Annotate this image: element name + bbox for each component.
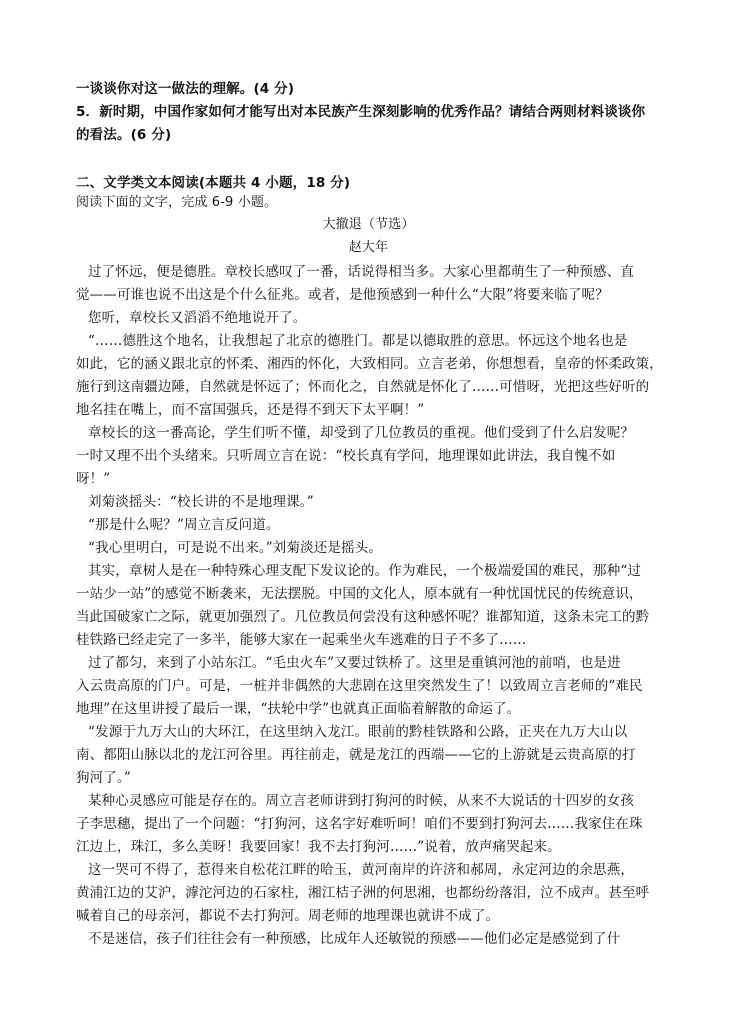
passage-line: 您听，章校长又滔滔不绝地说开了。 (88, 310, 307, 326)
passage-line: 如此，它的涵义跟北京的怀柔、湘西的怀化，大致相同。立言老弟，你想想看，皇帝的怀柔政策， (76, 356, 663, 372)
passage-line: “发源于九万大山的大环江，在这里纳入龙江。眼前的黔桂铁路和公路，正夹在九万大山以 (88, 724, 628, 740)
passage-line: 地理”在这里讲授了最后一课，“扶轮中学”也就真正面临着解散的命运了。 (76, 701, 521, 717)
passage-line: “……德胜这个地名，让我想起了北京的德胜门。都是以德取胜的意思。怀远这个地名也是 (88, 333, 628, 349)
passage-line: 某种心灵感应可能是存在的。周立言老师讲到打狗河的时候，从来不大说话的十四岁的女孩 (88, 793, 634, 809)
passage-line: 江边上，珠江，多么美呀！我要回家！我不去打狗河……”说着，放声痛哭起来。 (76, 839, 561, 855)
passage-line: 其实，章树人是在一种特殊心理支配下发议论的。作为难民，一个极端爱国的难民，那种“过 (88, 563, 642, 579)
passage-title: 大撤退（节选） (322, 217, 415, 232)
passage-line: 地名挂在嘴上，而不富国强兵，还是得不到天下太平啊！” (76, 402, 425, 418)
passage-line: 觉——可谁也说不出这是个什么征兆。或者，是他预感到一种什么“大限”将要来临了呢？ (76, 287, 609, 303)
passage-author: 赵大年 (348, 240, 389, 255)
passage-line: 施行到这南疆边陲，自然就是怀远了；怀而化之，自然就是怀化了……可惜呀，光把这些好听的 (76, 379, 650, 395)
passage-line: “那是什么呢？”周立言反问道。 (88, 517, 280, 533)
question-5-line-1: 5．新时期，中国作家如何才能写出对本民族产生深刻影响的优秀作品？请结合两则材料谈谈你 (76, 104, 646, 120)
passage-line: 黄浦江边的艾沪，滹沱河边的石家柱，湘江桔子洲的何思湘，也都纷纷落泪，泣不成声。甚至呼 (76, 885, 650, 901)
passage-line: 呀！” (76, 471, 111, 487)
passage-line: 过了都匀，来到了小站东江。“毛虫火车”又要过铁桥了。这里是重镇河池的前哨，也是进 (88, 655, 621, 671)
passage-line: 子李思穗，提出了一个问题：“打狗河，这名字好难听呵！咱们不要到打狗河去……我家住在珠 (76, 816, 643, 832)
passage-line: 刘菊淡摇头：“校长讲的不是地理课。” (88, 494, 314, 510)
passage-line: 当此国破家亡之际，就更加强烈了。几位教员何尝没有这种感怀呢？谁都知道，这条未完工的黔 (76, 609, 650, 625)
passage-line: 章校长的这一番高论，学生们听不懂，却受到了几位教员的重视。他们受到了什么启发呢？ (88, 425, 634, 441)
passage-line: 桂铁路已经走完了一多半，能够大家在一起乘坐火车逃难的日子不多了…… (76, 632, 527, 648)
question-5-line-2: 的看法。(6 分) (76, 127, 172, 143)
passage-line: 喊着自己的母亲河，都说不去打狗河。周老师的地理课也就讲不成了。 (76, 908, 500, 924)
passage-line: 过了怀远，便是德胜。章校长感叹了一番，话说得相当多。大家心里都萌生了一种预感、直 (88, 264, 634, 280)
passage-line: 入云贵高原的门户。可是，一桩并非偶然的大悲剧在这里突然发生了！以致周立言老师的“难民 (76, 678, 643, 694)
passage-line: 这一哭可不得了，惹得来自松花江畔的哈玉，黄河南岸的许济和郝周，永定河边的余思燕， (88, 862, 634, 878)
section-2-instruction: 阅读下面的文字，完成 6-9 小题。 (76, 195, 278, 210)
passage-line: 不是迷信，孩子们往往会有一种预感，比成年人还敏锐的预感——他们必定是感觉到了什 (88, 931, 621, 947)
passage-line: 南、都阳山脉以北的龙江河谷里。再往前走，就是龙江的西端——它的上游就是云贵高原的打 (76, 747, 636, 763)
passage-line: 狗河了。” (76, 770, 131, 786)
question-4-end: 一谈谈你对这一做法的理解。(4 分) (76, 81, 295, 97)
passage-line: 一站少一站”的感觉不断袭来，无法摆脱。中国的文化人，原本就有一种忧国忧民的传统意识， (76, 586, 643, 602)
section-2-heading: 二、文学类文本阅读(本题共 4 小题，18 分) (76, 175, 351, 191)
passage-line: “我心里明白，可是说不出来。”刘菊淡还是摇头。 (88, 540, 383, 556)
passage-line: 一时又理不出个头绪来。只听周立言在说：“校长真有学问，地理课如此讲法，我自愧不如 (76, 448, 616, 464)
